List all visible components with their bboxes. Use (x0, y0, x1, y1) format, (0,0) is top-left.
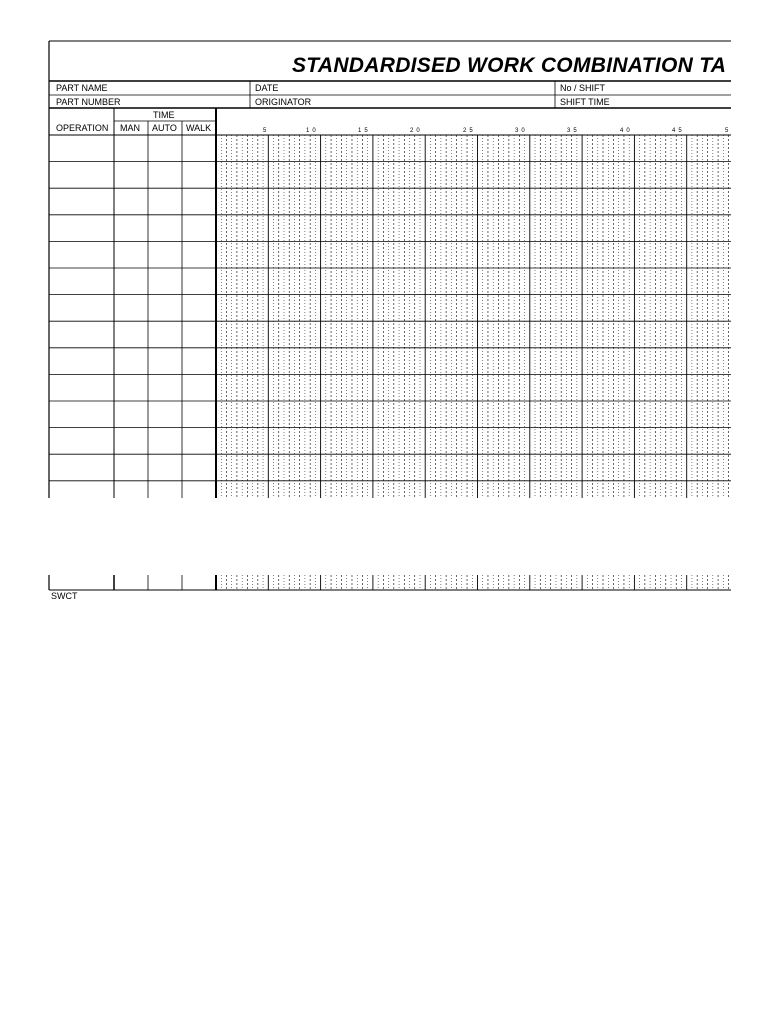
scale-tick: 5 (725, 128, 732, 134)
scale-tick: 10 (306, 128, 319, 134)
man-header: MAN (120, 123, 140, 133)
scale-tick: 25 (463, 128, 476, 134)
no-shift-label: No / SHIFT (560, 83, 606, 93)
scale-tick: 20 (410, 128, 423, 134)
scale-tick: 30 (515, 128, 528, 134)
part-name-label: PART NAME (56, 83, 108, 93)
scale-tick: 40 (620, 128, 633, 134)
scale-tick: 5 (263, 128, 270, 134)
scale-tick: 15 (358, 128, 371, 134)
shift-time-label: SHIFT TIME (560, 97, 610, 107)
originator-label: ORIGINATOR (255, 97, 312, 107)
date-label: DATE (255, 83, 279, 93)
auto-header: AUTO (152, 123, 177, 133)
time-header: TIME (153, 110, 175, 120)
operation-header: OPERATION (56, 123, 109, 133)
part-number-label: PART NUMBER (56, 97, 121, 107)
scale-tick: 35 (567, 128, 580, 134)
walk-header: WALK (186, 123, 212, 133)
sheet-title: STANDARDISED WORK COMBINATION TA (292, 54, 727, 77)
footer-code: SWCT (51, 591, 78, 601)
scale-tick: 45 (672, 128, 685, 134)
